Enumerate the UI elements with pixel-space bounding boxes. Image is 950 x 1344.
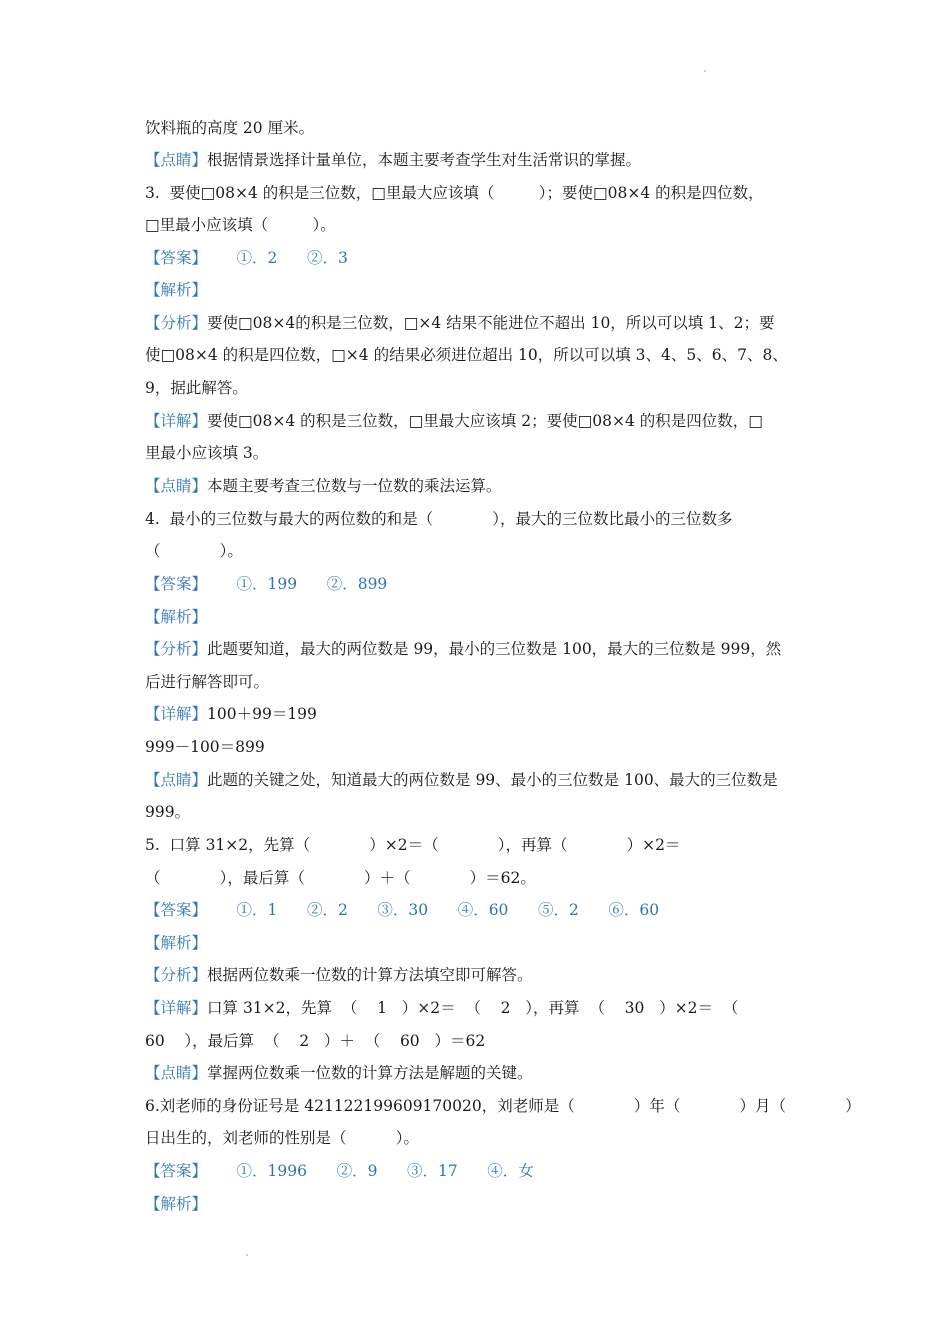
section-tag: 【点睛】 <box>145 771 208 789</box>
scan-dot <box>246 1254 248 1256</box>
analysis-heading: 【解析】 <box>145 281 208 299</box>
text-line: 【详解】要使□08×4 的积是三位数，□里最大应该填 2；要使□08×4 的积是四位数，□ <box>145 412 763 430</box>
text-line: 里最小应该填 3。 <box>145 444 269 462</box>
answer-line: 【答案】 ①．1996 ②．9 ③．17 ④．女 <box>145 1162 534 1180</box>
question-5: 5. 口算 31×2，先算（ ）×2＝（ ），再算（ ）×2＝ <box>145 836 681 854</box>
text-line: 9，据此解答。 <box>145 379 248 397</box>
section-tag: 【点睛】 <box>145 477 208 495</box>
answer-line: 【答案】 ①．2 ②．3 <box>145 249 348 267</box>
section-tag: 【详解】 <box>145 412 208 430</box>
analysis-heading: 【解析】 <box>145 934 208 952</box>
section-tag: 【分析】 <box>145 640 208 658</box>
text-line: 使□08×4 的积是四位数，□×4 的结果必须进位超出 10，所以可以填 3、4、5、6、7、8、 <box>145 346 788 364</box>
text-line: 【点睛】掌握两位数乘一位数的计算方法是解题的关键。 <box>145 1064 533 1082</box>
text-line: 饮料瓶的高度 20 厘米。 <box>145 119 315 137</box>
question-4: 4. 最小的三位数与最大的两位数的和是（ ），最大的三位数比最小的三位数多 <box>145 510 733 528</box>
text-line: 日出生的，刘老师的性别是（ ）。 <box>145 1129 420 1147</box>
scan-dot <box>704 70 706 72</box>
question-3: 3. 要使□08×4 的积是三位数，□里最大应该填（ ）；要使□08×4 的积是四位数， <box>145 184 764 202</box>
text-line: 【点睛】本题主要考查三位数与一位数的乘法运算。 <box>145 477 502 495</box>
section-tag: 【点睛】 <box>145 151 208 169</box>
section-tag: 【分析】 <box>145 314 208 332</box>
section-tag: 【分析】 <box>145 966 208 984</box>
text-line: □里最小应该填（ ）。 <box>145 216 336 234</box>
text-line: 【分析】此题要知道，最大的两位数是 99，最小的三位数是 100，最大的三位数是 999，然 <box>145 640 782 658</box>
section-tag: 【详解】 <box>145 705 208 723</box>
text-line: 999－100＝899 <box>145 738 265 756</box>
text-line: （ ）。 <box>145 542 243 560</box>
section-tag: 【点睛】 <box>145 1064 208 1082</box>
text-line: 【详解】口算 31×2，先算 （ 1 ）×2＝ （ 2 ），再算 （ 30 ）×2＝ （ <box>145 999 739 1017</box>
text-line: 60 ），最后算 （ 2 ）＋ （ 60 ）＝62 <box>145 1032 486 1050</box>
text-line: 【点睛】此题的关键之处，知道最大的两位数是 99、最小的三位数是 100、最大的三位数是 <box>145 771 778 789</box>
text-line: （ ），最后算（ ）＋（ ）＝62。 <box>145 869 536 887</box>
section-tag: 【详解】 <box>145 999 208 1017</box>
text-line: 【点睛】根据情景选择计量单位，本题主要考查学生对生活常识的掌握。 <box>145 151 642 169</box>
analysis-heading: 【解析】 <box>145 1195 208 1213</box>
text-line: 999。 <box>145 803 191 821</box>
text-line: 后进行解答即可。 <box>145 673 270 691</box>
text-line: 【详解】100＋99＝199 <box>145 705 317 723</box>
question-6: 6.刘老师的身份证号是 421122199609170020，刘老师是（ ）年（ ）月（ ） <box>145 1097 861 1115</box>
answer-line: 【答案】 ①．199 ②．899 <box>145 575 388 593</box>
text-line: 【分析】根据两位数乘一位数的计算方法填空即可解答。 <box>145 966 533 984</box>
analysis-heading: 【解析】 <box>145 608 208 626</box>
answer-line: 【答案】 ①．1 ②．2 ③．30 ④．60 ⑤．2 ⑥．60 <box>145 901 660 919</box>
text-line: 【分析】要使□08×4的积是三位数，□×4 结果不能进位不超出 10，所以可以填 1、2；要 <box>145 314 775 332</box>
